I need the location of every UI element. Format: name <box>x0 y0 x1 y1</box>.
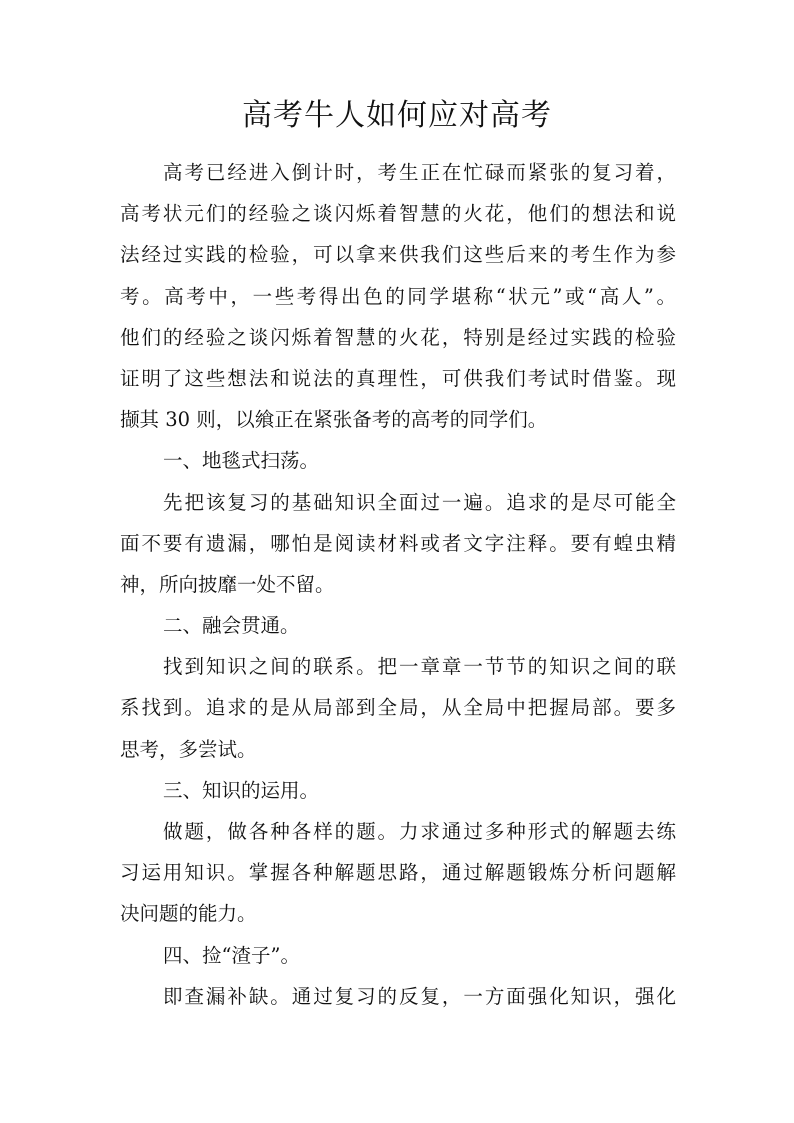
section-heading: 四、捡“渣子”。 <box>163 943 300 967</box>
paragraph-line: 找到知识之间的联系。把一章章一节节的知识之间的联 <box>163 655 676 679</box>
section-heading: 一、地毯式扫荡。 <box>163 449 320 473</box>
paragraph-line: 神，所向披靡一处不留。 <box>120 572 335 596</box>
paragraph-line: 决问题的能力。 <box>120 902 257 926</box>
document-title: 高考牛人如何应对高考 <box>242 98 552 133</box>
paragraph-line: 高考状元们的经验之谈闪烁着智慧的火花，他们的想法和说 <box>120 202 676 226</box>
paragraph-line: 面不要有遗漏，哪怕是阅读材料或者文字注释。要有蝗虫精 <box>120 531 676 555</box>
paragraph-line: 证明了这些想法和说法的真理性，可供我们考试时借鉴。现 <box>120 366 676 390</box>
paragraph-line: 系找到。追求的是从局部到全局，从全局中把握局部。要多 <box>120 696 676 720</box>
section-heading: 二、融会贯通。 <box>163 614 300 638</box>
paragraph-line: 做题，做各种各样的题。力求通过多种形式的解题去练 <box>163 820 676 843</box>
paragraph-line: 撷其 30 则，以飨正在紧张备考的高考的同学们。 <box>120 408 548 432</box>
paragraph-line: 思考，多尝试。 <box>120 737 257 761</box>
paragraph-line: 习运用知识。掌握各种解题思路，通过解题锻炼分析问题解 <box>120 861 676 885</box>
paragraph-line: 即查漏补缺。通过复习的反复，一方面强化知识，强化 <box>163 984 676 1008</box>
paragraph-line: 先把该复习的基础知识全面过一遍。追求的是尽可能全 <box>163 490 676 514</box>
section-heading: 三、知识的运用。 <box>163 778 320 802</box>
paragraph-line: 高考已经进入倒计时，考生正在忙碌而紧张的复习着， <box>163 161 676 184</box>
document-body <box>120 152 676 1017</box>
paragraph-line: 考。高考中，一些考得出色的同学堪称“状元”或“高人”。 <box>120 284 676 308</box>
paragraph-line: 他们的经验之谈闪烁着智慧的火花，特别是经过实践的检验 <box>120 325 676 349</box>
paragraph-line: 法经过实践的检验，可以拿来供我们这些后来的考生作为参 <box>120 243 676 267</box>
